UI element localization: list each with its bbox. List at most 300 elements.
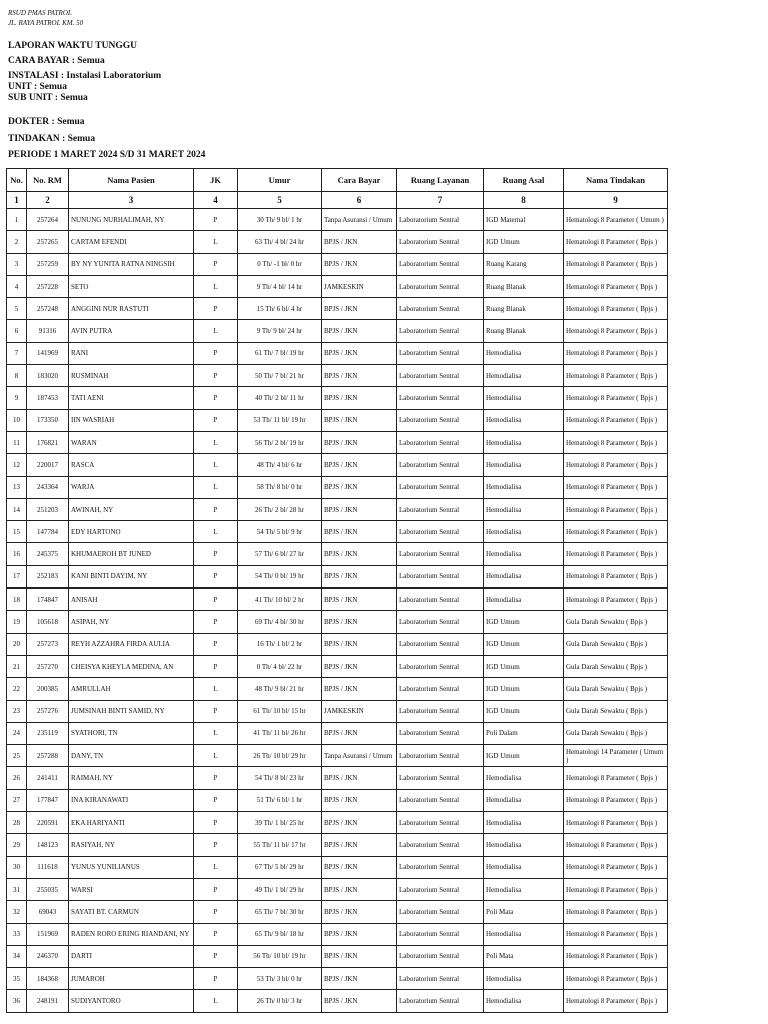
column-number: 6 <box>322 192 397 209</box>
cell-ruang-layanan: Laboratorium Sentral <box>397 655 484 677</box>
cell-umur: 54 Th/ 5 bl/ 9 hr <box>238 521 322 543</box>
cell-ruang-asal: Ruang Blanak <box>484 298 564 320</box>
cell-nama-tindakan: Hematologi 8 Parameter ( Bpjs ) <box>564 275 668 297</box>
cell-row-no: 13 <box>7 476 27 498</box>
cell-nama-tindakan: Hematologi 8 Parameter ( Bpjs ) <box>564 365 668 387</box>
cell-cara-bayar: BPJS / JKN <box>322 767 397 789</box>
table-row <box>7 722 668 744</box>
cell-nama-tindakan: Gula Darah Sewaktu ( Bpjs ) <box>564 678 668 700</box>
cell-nama-pasien: RASIYAH, NY <box>69 834 194 856</box>
cell-jk: P <box>194 812 238 834</box>
cell-cara-bayar: BPJS / JKN <box>322 812 397 834</box>
cell-jk: P <box>194 298 238 320</box>
cell-ruang-layanan: Laboratorium Sentral <box>397 745 484 767</box>
cell-nama-pasien: RASCA <box>69 454 194 476</box>
cell-ruang-layanan: Laboratorium Sentral <box>397 253 484 275</box>
cell-row-no: 15 <box>7 521 27 543</box>
cell-nama-pasien: DARTI <box>69 945 194 967</box>
cell-row-no: 9 <box>7 387 27 409</box>
table-row <box>7 700 668 722</box>
cell-no-rm: 220017 <box>27 454 69 476</box>
column-number: 3 <box>69 192 194 209</box>
table-row <box>7 387 668 409</box>
cell-jk: P <box>194 901 238 923</box>
cell-ruang-layanan: Laboratorium Sentral <box>397 856 484 878</box>
cell-umur: 26 Th/ 2 bl/ 28 hr <box>238 498 322 520</box>
cell-cara-bayar: BPJS / JKN <box>322 856 397 878</box>
cell-cara-bayar: BPJS / JKN <box>322 611 397 633</box>
cell-umur: 26 Th/ 0 bl/ 3 hr <box>238 990 322 1012</box>
cell-ruang-asal: IGD Umum <box>484 611 564 633</box>
cell-nama-tindakan: Hematologi 8 Parameter ( Bpjs ) <box>564 454 668 476</box>
cell-jk: L <box>194 856 238 878</box>
table-row <box>7 878 668 900</box>
cell-cara-bayar: BPJS / JKN <box>322 320 397 342</box>
cell-umur: 49 Th/ 1 bl/ 29 hr <box>238 878 322 900</box>
cell-nama-pasien: ANISAH <box>69 588 194 611</box>
cell-row-no: 12 <box>7 454 27 476</box>
cell-jk: P <box>194 209 238 231</box>
cell-ruang-layanan: Laboratorium Sentral <box>397 923 484 945</box>
cell-jk: P <box>194 945 238 967</box>
hospital-address: JL. RAYA PATROL KM. 50 <box>8 19 84 27</box>
cell-jk: P <box>194 923 238 945</box>
cell-nama-tindakan: Hematologi 8 Parameter ( Bpjs ) <box>564 543 668 565</box>
cell-cara-bayar: BPJS / JKN <box>322 298 397 320</box>
cell-cara-bayar: BPJS / JKN <box>322 476 397 498</box>
cell-no-rm: 177847 <box>27 789 69 811</box>
cell-ruang-asal: Hemodialisa <box>484 856 564 878</box>
column-header: Nama Tindakan <box>564 169 668 192</box>
cell-ruang-asal: Hemodialisa <box>484 521 564 543</box>
cell-ruang-asal: Hemodialisa <box>484 454 564 476</box>
cell-nama-pasien: SETO <box>69 275 194 297</box>
cell-no-rm: 245375 <box>27 543 69 565</box>
cell-jk: L <box>194 990 238 1012</box>
cell-nama-pasien: YUNUS YUNILIANUS <box>69 856 194 878</box>
table-row <box>7 365 668 387</box>
cell-cara-bayar: BPJS / JKN <box>322 431 397 453</box>
cell-no-rm: 183020 <box>27 365 69 387</box>
cell-jk: L <box>194 454 238 476</box>
cell-umur: 65 Th/ 9 bl/ 18 hr <box>238 923 322 945</box>
cell-nama-pasien: CARTAM EFENDI <box>69 231 194 253</box>
column-header: Cara Bayar <box>322 169 397 192</box>
cell-ruang-layanan: Laboratorium Sentral <box>397 945 484 967</box>
table-row <box>7 565 668 588</box>
cell-nama-tindakan: Hematologi 8 Parameter ( Bpjs ) <box>564 856 668 878</box>
cell-no-rm: 257248 <box>27 298 69 320</box>
cell-nama-pasien: KHUMAEROH BT JUNED <box>69 543 194 565</box>
table-row <box>7 655 668 677</box>
cell-ruang-asal: IGD Maternal <box>484 209 564 231</box>
cell-ruang-asal: Ruang Karang <box>484 253 564 275</box>
cell-row-no: 36 <box>7 990 27 1012</box>
cell-row-no: 10 <box>7 409 27 431</box>
cell-ruang-asal: Hemodialisa <box>484 834 564 856</box>
cell-nama-tindakan: Hematologi 8 Parameter ( Bpjs ) <box>564 812 668 834</box>
cell-nama-pasien: WARAN <box>69 431 194 453</box>
cell-nama-pasien: SUDIYANTORO <box>69 990 194 1012</box>
table-row <box>7 678 668 700</box>
cell-nama-tindakan: Hematologi 8 Parameter ( Bpjs ) <box>564 320 668 342</box>
cell-umur: 63 Th/ 4 bl/ 24 hr <box>238 231 322 253</box>
cell-ruang-layanan: Laboratorium Sentral <box>397 387 484 409</box>
cell-nama-pasien: NUNUNG NURHALIMAH, NY <box>69 209 194 231</box>
cell-ruang-asal: Hemodialisa <box>484 565 564 588</box>
table-row <box>7 231 668 253</box>
cell-nama-tindakan: Hematologi 8 Parameter ( Bpjs ) <box>564 990 668 1012</box>
waiting-time-table <box>6 168 668 1013</box>
cell-nama-tindakan: Hematologi 8 Parameter ( Bpjs ) <box>564 901 668 923</box>
cell-jk: P <box>194 498 238 520</box>
cell-jk: P <box>194 565 238 588</box>
cell-cara-bayar: BPJS / JKN <box>322 678 397 700</box>
cell-row-no: 18 <box>7 588 27 611</box>
cell-nama-pasien: INA KIRANAWATI <box>69 789 194 811</box>
filter-cara-bayar: CARA BAYAR : Semua <box>8 56 105 66</box>
cell-umur: 0 Th/ -1 bl/ 0 hr <box>238 253 322 275</box>
cell-no-rm: 246370 <box>27 945 69 967</box>
cell-row-no: 30 <box>7 856 27 878</box>
column-number: 2 <box>27 192 69 209</box>
cell-ruang-asal: Poli Mata <box>484 945 564 967</box>
cell-jk: L <box>194 231 238 253</box>
cell-row-no: 4 <box>7 275 27 297</box>
cell-cara-bayar: BPJS / JKN <box>322 454 397 476</box>
cell-row-no: 2 <box>7 231 27 253</box>
table-row <box>7 253 668 275</box>
cell-nama-tindakan: Hematologi 8 Parameter ( Bpjs ) <box>564 409 668 431</box>
cell-ruang-layanan: Laboratorium Sentral <box>397 320 484 342</box>
cell-nama-tindakan: Hematologi 8 Parameter ( Bpjs ) <box>564 253 668 275</box>
cell-no-rm: 235119 <box>27 722 69 744</box>
cell-ruang-layanan: Laboratorium Sentral <box>397 342 484 364</box>
cell-row-no: 20 <box>7 633 27 655</box>
table-row <box>7 812 668 834</box>
cell-umur: 51 Th/ 6 bl/ 1 hr <box>238 789 322 811</box>
table-row <box>7 834 668 856</box>
cell-nama-tindakan: Gula Darah Sewaktu ( Bpjs ) <box>564 655 668 677</box>
cell-ruang-asal: Hemodialisa <box>484 812 564 834</box>
table-row <box>7 901 668 923</box>
table-row <box>7 990 668 1012</box>
cell-no-rm: 69043 <box>27 901 69 923</box>
cell-ruang-asal: IGD Umum <box>484 231 564 253</box>
cell-nama-pasien: WARSI <box>69 878 194 900</box>
cell-row-no: 27 <box>7 789 27 811</box>
cell-nama-tindakan: Hematologi 8 Parameter ( Bpjs ) <box>564 431 668 453</box>
table-row <box>7 320 668 342</box>
cell-jk: P <box>194 700 238 722</box>
cell-ruang-asal: Ruang Blanak <box>484 275 564 297</box>
cell-ruang-asal: IGD Umum <box>484 700 564 722</box>
cell-nama-tindakan: Hematologi 8 Parameter ( Bpjs ) <box>564 923 668 945</box>
cell-umur: 54 Th/ 8 bl/ 23 hr <box>238 767 322 789</box>
cell-nama-pasien: JUMAROH <box>69 968 194 990</box>
cell-cara-bayar: JAMKESKIN <box>322 275 397 297</box>
cell-umur: 53 Th/ 3 bl/ 0 hr <box>238 968 322 990</box>
cell-nama-tindakan: Hematologi 8 Parameter ( Bpjs ) <box>564 789 668 811</box>
cell-jk: P <box>194 655 238 677</box>
cell-cara-bayar: BPJS / JKN <box>322 901 397 923</box>
cell-no-rm: 148123 <box>27 834 69 856</box>
cell-ruang-asal: Hemodialisa <box>484 476 564 498</box>
cell-cara-bayar: BPJS / JKN <box>322 521 397 543</box>
cell-umur: 48 Th/ 4 bl/ 6 hr <box>238 454 322 476</box>
cell-no-rm: 243364 <box>27 476 69 498</box>
table-row <box>7 745 668 767</box>
cell-nama-tindakan: Hematologi 8 Parameter ( Bpjs ) <box>564 298 668 320</box>
cell-cara-bayar: BPJS / JKN <box>322 923 397 945</box>
cell-jk: L <box>194 476 238 498</box>
cell-umur: 15 Th/ 6 bl/ 4 hr <box>238 298 322 320</box>
cell-no-rm: 220591 <box>27 812 69 834</box>
cell-ruang-layanan: Laboratorium Sentral <box>397 633 484 655</box>
column-number: 9 <box>564 192 668 209</box>
cell-nama-tindakan: Hematologi 8 Parameter ( Bpjs ) <box>564 588 668 611</box>
cell-row-no: 14 <box>7 498 27 520</box>
cell-row-no: 29 <box>7 834 27 856</box>
cell-ruang-layanan: Laboratorium Sentral <box>397 543 484 565</box>
cell-jk: P <box>194 878 238 900</box>
cell-jk: P <box>194 767 238 789</box>
cell-nama-tindakan: Gula Darah Sewaktu ( Bpjs ) <box>564 633 668 655</box>
cell-umur: 54 Th/ 0 bl/ 19 hr <box>238 565 322 588</box>
cell-umur: 53 Th/ 11 bl/ 19 hr <box>238 409 322 431</box>
cell-ruang-asal: Ruang Blanak <box>484 320 564 342</box>
table-row <box>7 521 668 543</box>
table-row <box>7 968 668 990</box>
cell-cara-bayar: BPJS / JKN <box>322 588 397 611</box>
cell-umur: 39 Th/ 1 bl/ 25 hr <box>238 812 322 834</box>
cell-nama-pasien: AVIN PUTRA <box>69 320 194 342</box>
cell-cara-bayar: BPJS / JKN <box>322 565 397 588</box>
cell-nama-pasien: SYATHORI, TN <box>69 722 194 744</box>
cell-no-rm: 257270 <box>27 655 69 677</box>
cell-ruang-layanan: Laboratorium Sentral <box>397 298 484 320</box>
column-number: 8 <box>484 192 564 209</box>
cell-no-rm: 176821 <box>27 431 69 453</box>
hospital-name: RSUD PMAS PATROL <box>8 9 72 17</box>
table-row <box>7 454 668 476</box>
table-header-row <box>7 169 668 192</box>
cell-nama-pasien: CHEISYA KHEYLA MEDINA, AN <box>69 655 194 677</box>
table-row <box>7 342 668 364</box>
cell-row-no: 34 <box>7 945 27 967</box>
cell-cara-bayar: BPJS / JKN <box>322 945 397 967</box>
cell-ruang-asal: Poli Dalam <box>484 722 564 744</box>
table-column-number-row <box>7 192 668 209</box>
cell-jk: P <box>194 968 238 990</box>
cell-nama-tindakan: Gula Darah Sewaktu ( Bpjs ) <box>564 611 668 633</box>
column-header: JK <box>194 169 238 192</box>
cell-ruang-layanan: Laboratorium Sentral <box>397 431 484 453</box>
cell-nama-pasien: RAIMAH, NY <box>69 767 194 789</box>
cell-ruang-asal: Hemodialisa <box>484 409 564 431</box>
cell-ruang-asal: Hemodialisa <box>484 923 564 945</box>
cell-no-rm: 174847 <box>27 588 69 611</box>
cell-jk: L <box>194 320 238 342</box>
table-row <box>7 409 668 431</box>
cell-umur: 61 Th/ 7 bl/ 19 hr <box>238 342 322 364</box>
cell-nama-pasien: EKA HARIYANTI <box>69 812 194 834</box>
cell-cara-bayar: BPJS / JKN <box>322 543 397 565</box>
cell-ruang-layanan: Laboratorium Sentral <box>397 812 484 834</box>
cell-nama-tindakan: Hematologi 8 Parameter ( Umum ) <box>564 209 668 231</box>
cell-ruang-layanan: Laboratorium Sentral <box>397 611 484 633</box>
cell-nama-pasien: AMRULLAH <box>69 678 194 700</box>
cell-nama-pasien: ANGGINI NUR RASTUTI <box>69 298 194 320</box>
cell-jk: P <box>194 543 238 565</box>
cell-ruang-asal: Hemodialisa <box>484 365 564 387</box>
cell-jk: P <box>194 834 238 856</box>
hospital-header <box>8 8 83 28</box>
cell-nama-tindakan: Hematologi 14 Parameter ( Umum ) <box>564 745 668 767</box>
cell-row-no: 21 <box>7 655 27 677</box>
cell-cara-bayar: BPJS / JKN <box>322 990 397 1012</box>
cell-nama-pasien: KANI BINTI DAYIM, NY <box>69 565 194 588</box>
cell-jk: P <box>194 633 238 655</box>
cell-umur: 65 Th/ 7 bl/ 30 hr <box>238 901 322 923</box>
cell-ruang-layanan: Laboratorium Sentral <box>397 231 484 253</box>
cell-cara-bayar: Tanpa Asuransi / Umum <box>322 209 397 231</box>
column-number: 1 <box>7 192 27 209</box>
cell-nama-pasien: JUMSINAH BINTI SAMID, NY <box>69 700 194 722</box>
cell-row-no: 28 <box>7 812 27 834</box>
cell-umur: 41 Th/ 10 bl/ 2 hr <box>238 588 322 611</box>
cell-ruang-asal: Hemodialisa <box>484 767 564 789</box>
cell-nama-tindakan: Gula Darah Sewaktu ( Bpjs ) <box>564 722 668 744</box>
cell-no-rm: 200385 <box>27 678 69 700</box>
cell-no-rm: 151969 <box>27 923 69 945</box>
cell-umur: 56 Th/ 10 bl/ 19 hr <box>238 945 322 967</box>
report-title: LAPORAN WAKTU TUNGGU <box>8 41 137 51</box>
cell-umur: 61 Th/ 10 bl/ 15 hr <box>238 700 322 722</box>
cell-nama-tindakan: Hematologi 8 Parameter ( Bpjs ) <box>564 878 668 900</box>
cell-ruang-asal: Hemodialisa <box>484 431 564 453</box>
cell-umur: 69 Th/ 4 bl/ 30 hr <box>238 611 322 633</box>
table-row <box>7 923 668 945</box>
cell-nama-tindakan: Hematologi 8 Parameter ( Bpjs ) <box>564 476 668 498</box>
cell-cara-bayar: JAMKESKIN <box>322 700 397 722</box>
cell-jk: L <box>194 722 238 744</box>
cell-nama-tindakan: Hematologi 8 Parameter ( Bpjs ) <box>564 565 668 588</box>
cell-nama-tindakan: Gula Darah Sewaktu ( Bpjs ) <box>564 700 668 722</box>
cell-cara-bayar: BPJS / JKN <box>322 498 397 520</box>
cell-ruang-asal: Hemodialisa <box>484 588 564 611</box>
table-row <box>7 275 668 297</box>
cell-ruang-asal: Hemodialisa <box>484 968 564 990</box>
cell-ruang-asal: Poli Mata <box>484 901 564 923</box>
cell-jk: P <box>194 365 238 387</box>
table-row <box>7 431 668 453</box>
cell-row-no: 1 <box>7 209 27 231</box>
cell-no-rm: 91316 <box>27 320 69 342</box>
cell-jk: L <box>194 678 238 700</box>
cell-no-rm: 105618 <box>27 611 69 633</box>
cell-row-no: 5 <box>7 298 27 320</box>
cell-row-no: 22 <box>7 678 27 700</box>
filter-unit: UNIT : Semua <box>8 82 67 92</box>
table-row <box>7 209 668 231</box>
cell-jk: P <box>194 588 238 611</box>
cell-nama-tindakan: Hematologi 8 Parameter ( Bpjs ) <box>564 521 668 543</box>
filter-tindakan: TINDAKAN : Semua <box>8 134 96 144</box>
cell-no-rm: 252183 <box>27 565 69 588</box>
cell-no-rm: 257288 <box>27 745 69 767</box>
cell-ruang-layanan: Laboratorium Sentral <box>397 678 484 700</box>
cell-jk: L <box>194 521 238 543</box>
cell-ruang-layanan: Laboratorium Sentral <box>397 834 484 856</box>
cell-row-no: 32 <box>7 901 27 923</box>
cell-nama-pasien: RADEN RORO ERING RIANDANI, NY <box>69 923 194 945</box>
cell-cara-bayar: BPJS / JKN <box>322 633 397 655</box>
cell-ruang-layanan: Laboratorium Sentral <box>397 767 484 789</box>
cell-row-no: 19 <box>7 611 27 633</box>
column-number: 5 <box>238 192 322 209</box>
cell-row-no: 17 <box>7 565 27 588</box>
table-body <box>7 209 668 1013</box>
cell-ruang-asal: Hemodialisa <box>484 342 564 364</box>
cell-no-rm: 257259 <box>27 253 69 275</box>
cell-nama-tindakan: Hematologi 8 Parameter ( Bpjs ) <box>564 387 668 409</box>
cell-nama-pasien: SAYATI BT. CARMUN <box>69 901 194 923</box>
cell-umur: 30 Th/ 9 bl/ 1 hr <box>238 209 322 231</box>
cell-row-no: 23 <box>7 700 27 722</box>
cell-ruang-layanan: Laboratorium Sentral <box>397 275 484 297</box>
cell-jk: P <box>194 611 238 633</box>
cell-ruang-layanan: Laboratorium Sentral <box>397 878 484 900</box>
cell-cara-bayar: Tanpa Asuransi / Umum <box>322 745 397 767</box>
filter-sub-unit: SUB UNIT : Semua <box>8 93 88 103</box>
cell-jk: L <box>194 431 238 453</box>
filter-instalasi: INSTALASI : Instalasi Laboratorium <box>8 71 162 81</box>
cell-umur: 0 Th/ 4 bl/ 22 hr <box>238 655 322 677</box>
cell-nama-tindakan: Hematologi 8 Parameter ( Bpjs ) <box>564 231 668 253</box>
table-row <box>7 789 668 811</box>
cell-nama-tindakan: Hematologi 8 Parameter ( Bpjs ) <box>564 498 668 520</box>
cell-ruang-layanan: Laboratorium Sentral <box>397 521 484 543</box>
cell-umur: 55 Th/ 11 bl/ 17 hr <box>238 834 322 856</box>
column-header: Umur <box>238 169 322 192</box>
cell-jk: P <box>194 342 238 364</box>
cell-umur: 56 Th/ 2 bl/ 19 hr <box>238 431 322 453</box>
column-header: Ruang Asal <box>484 169 564 192</box>
table-row <box>7 767 668 789</box>
cell-ruang-layanan: Laboratorium Sentral <box>397 990 484 1012</box>
cell-umur: 57 Th/ 6 bl/ 27 hr <box>238 543 322 565</box>
cell-nama-pasien: BY NY YUNITA RATNA NINGSIH <box>69 253 194 275</box>
column-header: Ruang Layanan <box>397 169 484 192</box>
cell-nama-tindakan: Hematologi 8 Parameter ( Bpjs ) <box>564 834 668 856</box>
column-header: No. RM <box>27 169 69 192</box>
cell-cara-bayar: BPJS / JKN <box>322 722 397 744</box>
table-row <box>7 611 668 633</box>
cell-row-no: 16 <box>7 543 27 565</box>
cell-no-rm: 255035 <box>27 878 69 900</box>
column-number: 4 <box>194 192 238 209</box>
cell-ruang-asal: IGD Umum <box>484 655 564 677</box>
cell-ruang-asal: IGD Umum <box>484 678 564 700</box>
table-row <box>7 633 668 655</box>
cell-nama-tindakan: Hematologi 8 Parameter ( Bpjs ) <box>564 767 668 789</box>
cell-row-no: 3 <box>7 253 27 275</box>
cell-nama-pasien: WARJA <box>69 476 194 498</box>
cell-nama-tindakan: Hematologi 8 Parameter ( Bpjs ) <box>564 945 668 967</box>
cell-row-no: 7 <box>7 342 27 364</box>
cell-nama-tindakan: Hematologi 8 Parameter ( Bpjs ) <box>564 968 668 990</box>
